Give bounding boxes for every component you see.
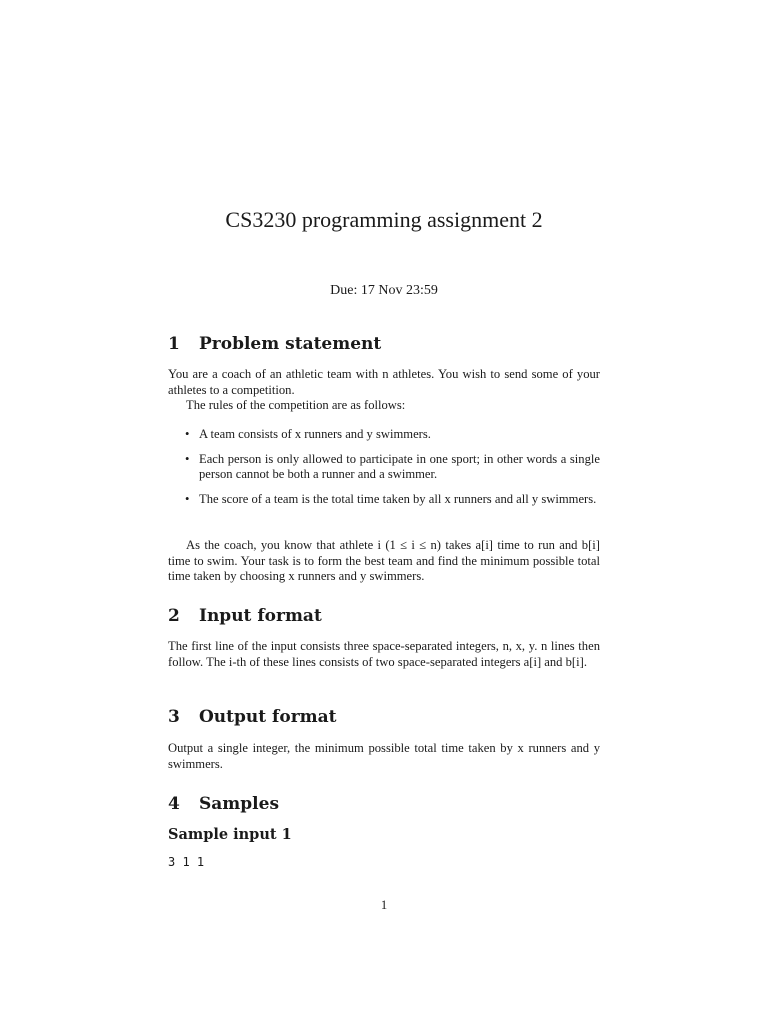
sample-input-code-block xyxy=(168,855,600,869)
section-heading xyxy=(168,606,600,626)
bullet-icon: • xyxy=(185,451,190,466)
list-item: • A team consists of x runners and y swimmers. xyxy=(185,427,431,441)
section-number: 2 xyxy=(168,606,180,626)
section-number: 4 xyxy=(168,794,180,814)
sample-input-heading-block xyxy=(168,826,600,843)
list-item: • The score of a team is the total time taken by all x runners and all y swimmers. xyxy=(185,491,597,506)
rules-list xyxy=(168,427,600,507)
section-title: Input format xyxy=(199,606,322,626)
section-heading xyxy=(168,334,600,354)
page-number: 1 xyxy=(380,898,388,912)
section-number: 1 xyxy=(168,334,180,354)
problem-closing-block xyxy=(168,538,600,585)
bullet-icon: • xyxy=(185,491,190,506)
bullet-icon: • xyxy=(185,427,190,441)
section-samples xyxy=(168,794,600,814)
rules-intro: The rules of the competition are as follows: xyxy=(186,398,406,412)
rules-list-block xyxy=(168,427,600,516)
section-output-format xyxy=(168,707,600,727)
output-format-block xyxy=(168,741,600,772)
section-heading xyxy=(168,707,600,727)
input-format-block xyxy=(168,639,600,670)
section-heading xyxy=(168,794,600,814)
list-item: • Each person is only allowed to participate in one sport; in other words a single person cannot be both a runner and a swimmer. xyxy=(185,451,600,481)
section-title: Samples xyxy=(199,794,280,814)
problem-intro-block xyxy=(168,367,600,414)
section-input-format xyxy=(168,606,600,626)
problem-intro: You are a coach of an athletic team with n athletes. You wish to send some of your athletes to a competition. xyxy=(168,367,600,397)
due-date: Due: 17 Nov 23:59 xyxy=(330,283,438,298)
sample-input-code: 3 1 1 xyxy=(168,855,205,869)
problem-closing: As the coach, you know that athlete i (1 ≤ i ≤ n) takes a[i] time to run and b[i] time to swim. Your task is to form the best team and find the minimum possible total time taken by choosing x runners and y swimmers. xyxy=(168,538,600,583)
section-title: Problem statement xyxy=(199,334,382,354)
sample-input-heading: Sample input 1 xyxy=(168,826,292,843)
output-format-body: Output a single integer, the minimum possible total time taken by x runners and y swimmers. xyxy=(168,741,600,771)
section-title: Output format xyxy=(199,707,337,727)
input-format-body: The first line of the input consists three space-separated integers, n, x, y. n lines then follow. The i-th of these lines consists of two space-separated integers a[i] and b[i]. xyxy=(168,639,600,669)
section-number: 3 xyxy=(168,707,180,727)
document-title: CS3230 programming assignment 2 xyxy=(225,207,543,232)
section-problem-statement xyxy=(168,334,600,354)
